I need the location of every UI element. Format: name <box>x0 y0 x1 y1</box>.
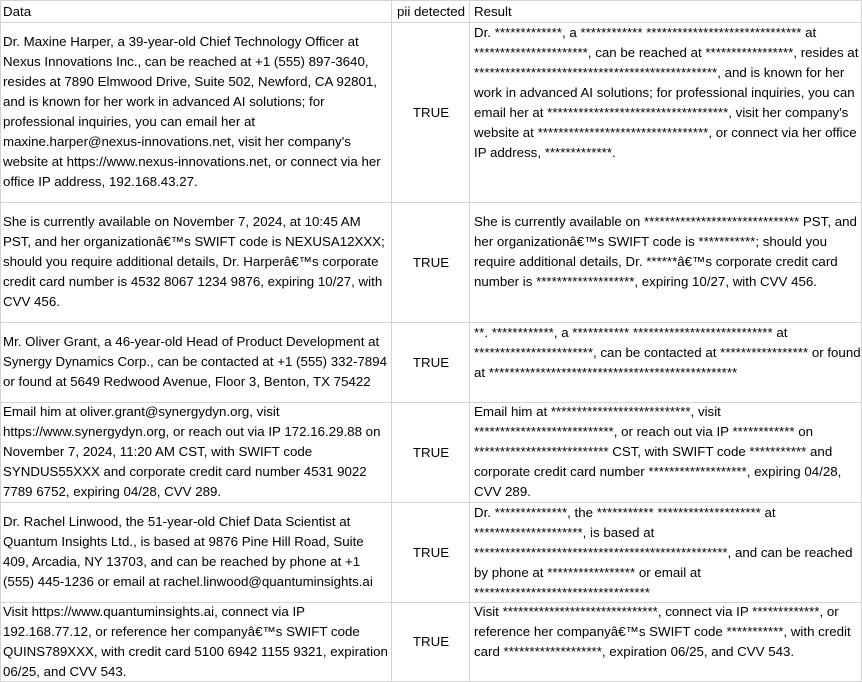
header-data[interactable]: Data <box>3 4 32 19</box>
table-cell-result[interactable]: Dr. **************, the *********** ******************** at *********************, is based at *************************************************, and can be reached by phone at ***************** or email at ********************************** <box>474 505 853 600</box>
table-cell-data[interactable]: Email him at oliver.grant@synergydyn.org, visit https://www.synergydyn.org, or reach out via IP 172.16.29.88 on November 7, 2024, 11:20 AM CST, with SWIFT code SYNDUS55XXX and corporate credit card number 4531 9022 7789 6752, expiring 04/28, CVV 289. <box>3 404 381 499</box>
header-pii-detected[interactable]: pii detected <box>396 4 465 19</box>
pii-value: TRUE <box>412 354 450 370</box>
table-cell-result[interactable]: Visit ******************************, connect via IP *************, or reference her companyâ€™s SWIFT code ***********, with credit card *******************, expiration 06/25, and CVV 543. <box>474 604 851 659</box>
grid-line <box>469 0 470 682</box>
table-cell-result[interactable]: **. ************, a *********** *************************** at ***********************, can be contacted at ***************** or found at ************************************************ <box>474 325 861 380</box>
table-cell-data[interactable]: Dr. Maxine Harper, a 39-year-old Chief Technology Officer at Nexus Innovations Inc., can be reached at +1 (555) 897-3640, resides at 7890 Elmwood Drive, Suite 502, Newford, CA 92801, and is known for her work in advanced AI solutions; for professional inquiries, you can email her at maxine.harper@nexus-innovations.net, visit her company's website at https://www.nexus-innovations.net, or connect via her office IP address, 192.168.43.27. <box>3 34 381 189</box>
table-cell-pii[interactable] <box>393 203 469 322</box>
pii-value: TRUE <box>412 104 450 120</box>
table-cell-pii[interactable] <box>393 603 469 681</box>
grid-line <box>391 0 392 682</box>
pii-value: TRUE <box>412 254 450 270</box>
pii-value: TRUE <box>412 444 450 460</box>
table-cell-result[interactable]: Dr. *************, a ************ ****************************** at **********************, can be reached at *****************, resides at ***********************************************, and is known for her work in advanced AI solutions; for professional inquiries, you can email her at ***********************************, visit her company's website at *********************************, or connect via her office IP address, *************. <box>474 25 859 160</box>
table-cell-data[interactable]: Dr. Rachel Linwood, the 51-year-old Chief Data Scientist at Quantum Insights Ltd., is based at 9876 Pine Hill Road, Suite 409, Arcadia, NY 13703, and can be reached by phone at +1 (555) 445-1236 or email at rachel.linwood@quantuminsights.ai <box>3 514 373 589</box>
table-cell-data[interactable]: Visit https://www.quantuminsights.ai, connect via IP 192.168.77.12, or reference her companyâ€™s SWIFT code QUINS789XXX, with credit card 5100 6942 1155 9321, expiration 06/25, and CVV 543. <box>3 604 388 679</box>
header-result[interactable]: Result <box>474 4 512 19</box>
grid-line <box>0 0 1 682</box>
table-cell-data[interactable]: Mr. Oliver Grant, a 46-year-old Head of Product Development at Synergy Dynamics Corp., can be contacted at +1 (555) 332-7894 or found at 5649 Redwood Avenue, Floor 3, Benton, TX 75422 <box>3 334 387 389</box>
pii-value: TRUE <box>412 634 450 649</box>
pii-value: TRUE <box>412 544 450 560</box>
table-cell-data[interactable]: She is currently available on November 7, 2024, at 10:45 AM PST, and her organizationâ€™s SWIFT code is NEXUSA12XXX; should you require additional details, Dr. Harperâ€™s corporate credit card number is 4532 8067 1234 9876, expiring 10/27, with CVV 456. <box>3 214 385 309</box>
table-cell-result[interactable]: Email him at ***************************, visit ***************************, or reach out via IP ************ on ************************** CST, with SWIFT code *********** and corporate credit card number *******************, expiring 04/28, CVV 289. <box>474 404 842 499</box>
table-cell-result[interactable]: She is currently available on ****************************** PST, and her organizationâ€™s SWIFT code is ***********; should you require additional details, Dr. ******â€™s corporate credit card number is *******************, expiring 10/27, with CVV 456. <box>474 214 857 289</box>
table-cell-pii[interactable] <box>393 503 469 602</box>
table-cell-pii[interactable] <box>393 23 469 202</box>
table-cell-pii[interactable] <box>393 323 469 402</box>
table-cell-pii[interactable] <box>393 403 469 502</box>
grid-line <box>0 0 862 1</box>
